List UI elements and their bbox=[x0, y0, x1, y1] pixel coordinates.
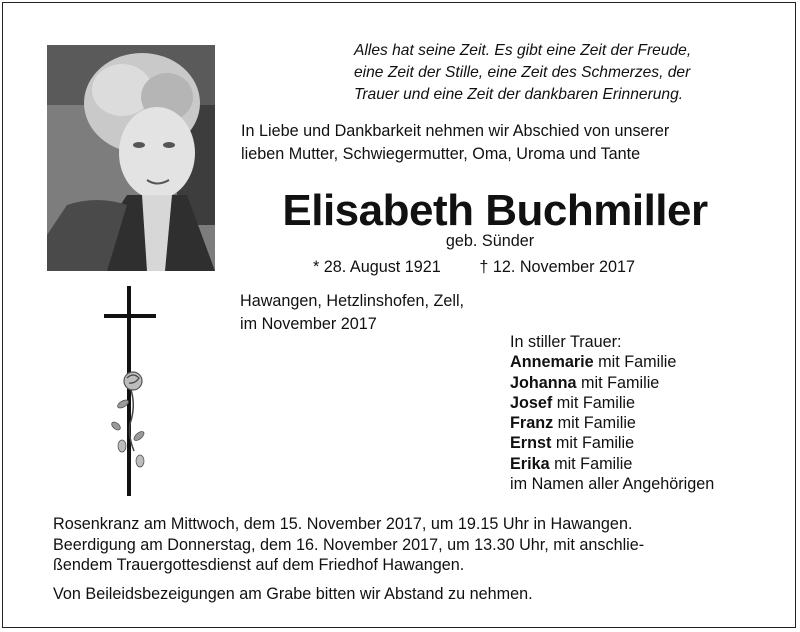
mourner-name: Franz bbox=[510, 414, 554, 433]
service-info bbox=[53, 514, 753, 604]
portrait-photo bbox=[47, 45, 215, 271]
mourner-suffix: mit Familie bbox=[551, 434, 635, 453]
list-item bbox=[510, 454, 714, 474]
mourner-suffix: mit Familie bbox=[553, 414, 636, 433]
mourner-name: Erika bbox=[510, 454, 550, 473]
death-date: † 12. November 2017 bbox=[479, 258, 635, 276]
mourner-name: Annemarie bbox=[510, 353, 594, 372]
mourners-closing: im Namen aller Angehörigen bbox=[510, 475, 715, 494]
mourner-suffix: mit Familie bbox=[576, 373, 660, 392]
intro-line: lieben Mutter, Schwiegermutter, Oma, Uroma und Tante bbox=[241, 145, 641, 163]
list-item bbox=[510, 393, 714, 413]
quote-line: Trauer und eine Zeit der dankbaren Erinnerung. bbox=[354, 86, 684, 103]
born-name: geb. Sünder bbox=[445, 232, 535, 250]
quote-line: Alles hat seine Zeit. Es gibt eine Zeit der Freude, bbox=[354, 42, 692, 59]
list-item bbox=[510, 413, 714, 433]
life-dates bbox=[313, 258, 635, 277]
footer-line: Rosenkranz am Mittwoch, dem 15. November 2017, um 19.15 Uhr in Hawangen. bbox=[53, 515, 633, 533]
mourner-name: Ernst bbox=[510, 434, 552, 453]
deceased-name: Elisabeth Buchmiller bbox=[282, 186, 708, 235]
place-line: im November 2017 bbox=[240, 315, 377, 333]
mourner-suffix: mit Familie bbox=[593, 353, 677, 372]
footer-line: Beerdigung am Donnerstag, dem 16. November 2017, um 13.30 Uhr, mit anschlie- bbox=[53, 535, 645, 554]
list-item bbox=[510, 373, 714, 393]
quote-text bbox=[354, 40, 744, 106]
footer-line: ßendem Trauergottesdienst auf dem Friedhof Hawangen. bbox=[53, 556, 465, 574]
mourner-suffix: mit Familie bbox=[552, 393, 636, 412]
mourners-list bbox=[510, 332, 714, 494]
intro-text bbox=[241, 120, 761, 166]
mourner-name: Johanna bbox=[510, 373, 577, 392]
cross-with-rose-icon bbox=[100, 286, 160, 498]
footer-line: Von Beileidsbezeigungen am Grabe bitten wir Abstand zu nehmen. bbox=[53, 584, 533, 603]
place-line: Hawangen, Hetzlinshofen, Zell, bbox=[240, 292, 465, 310]
mourner-suffix: mit Familie bbox=[549, 454, 633, 473]
mourner-name: Josef bbox=[510, 393, 553, 412]
list-item bbox=[510, 433, 714, 453]
birth-date: * 28. August 1921 bbox=[313, 258, 441, 276]
mourners-heading: In stiller Trauer: bbox=[510, 333, 622, 351]
intro-line: In Liebe und Dankbarkeit nehmen wir Abschied von unserer bbox=[241, 122, 670, 140]
place-date bbox=[240, 290, 464, 336]
quote-line: eine Zeit der Stille, eine Zeit des Schmerzes, der bbox=[354, 64, 691, 81]
list-item bbox=[510, 352, 714, 372]
